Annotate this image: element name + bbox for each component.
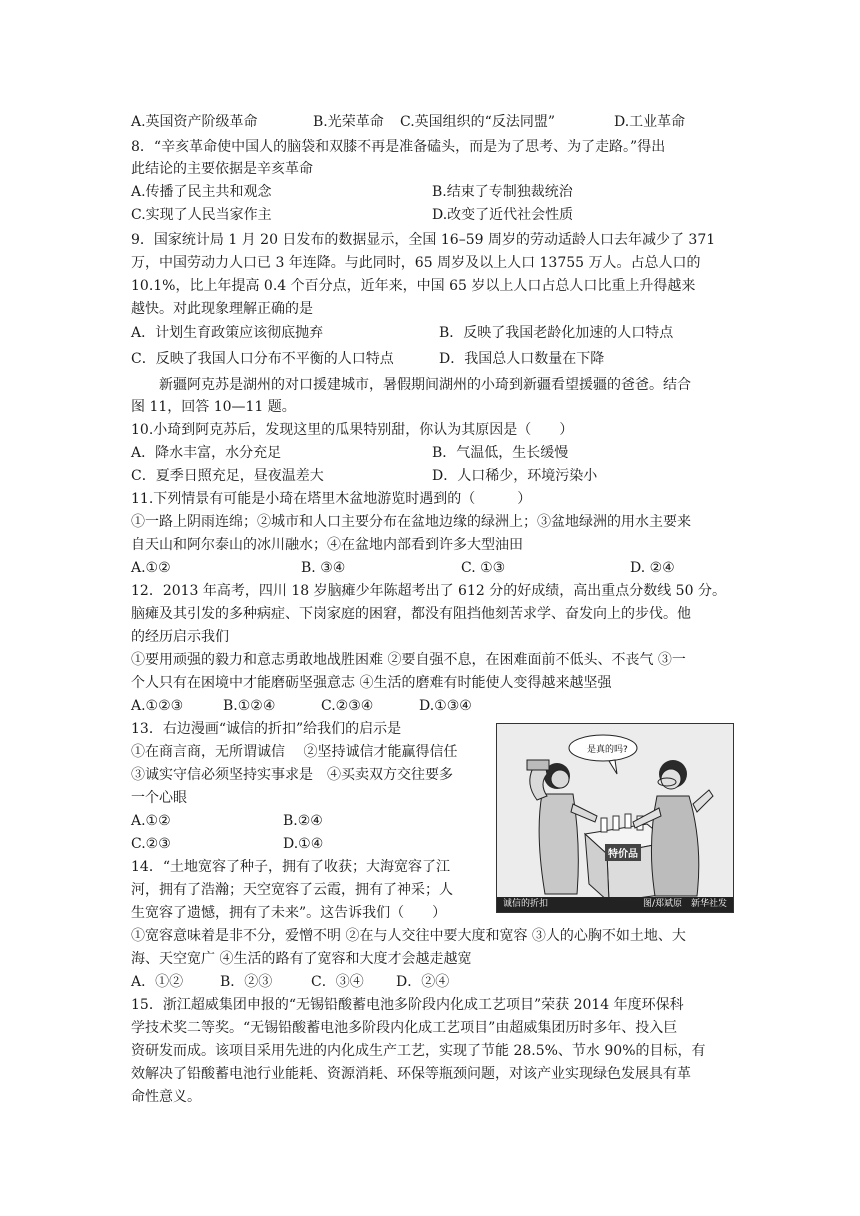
q13-stem-line: ①在商言商，无所谓诚信 ②坚持诚信才能赢得信任 xyxy=(131,744,458,760)
q11-option-b: B. ③④ xyxy=(301,560,346,576)
q7-option-d: D.工业革命 xyxy=(614,114,686,130)
q14-stem-line: ①宽容意味着是非不分，爱憎不明 ②在与人交往中要大度和宽容 ③人的心胸不如土地、大 xyxy=(131,928,686,944)
q7-option-a: A.英国资产阶级革命 xyxy=(131,114,258,130)
q8-option-b: B.结束了专制独裁统治 xyxy=(432,184,573,200)
q15-stem-line: 资研发而成。该项目采用先进的内化成生产工艺，实现了节能 28.5%、节水 90%的目标，有 xyxy=(131,1043,706,1059)
q13-stem-line: 13．右边漫画“诚信的折扣”给我们的启示是 xyxy=(131,721,402,737)
q9-option-b: B．反映了我国老龄化加速的人口特点 xyxy=(439,325,674,341)
q14-stem-line: 河，拥有了浩瀚；天空宽容了云霞，拥有了神采；人 xyxy=(131,882,453,898)
q12-stem-line: 的经历启示我们 xyxy=(131,629,229,645)
q15-stem-line: 15．浙江超威集团申报的“无锡铅酸蓄电池多阶段内化成工艺项目”荣获 2014 年度环保科 xyxy=(131,997,684,1013)
q10-option-c: C．夏季日照充足，昼夜温差大 xyxy=(131,468,324,484)
q14-option-b: B．②③ xyxy=(220,974,273,990)
q7-option-c: C.英国组织的“反法同盟” xyxy=(400,114,555,130)
q8-option-a: A.传播了民主共和观念 xyxy=(131,184,272,200)
q8-option-c: C.实现了人民当家作主 xyxy=(131,207,272,223)
q13-option-d: D.①④ xyxy=(283,836,324,852)
intro-line: 图 11，回答 10—11 题。 xyxy=(131,399,296,415)
q11-stem-line: ①一路上阴雨连绵；②城市和人口主要分布在盆地边缘的绿洲上；③盆地绿洲的用水主要来 xyxy=(131,514,691,530)
q13-option-b: B.②④ xyxy=(283,813,323,829)
q12-option-d: D.①③④ xyxy=(419,698,472,714)
q9-stem-line: 越快。对此现象理解正确的是 xyxy=(131,301,313,317)
q9-option-c: C．反映了我国人口分布不平衡的人口特点 xyxy=(131,351,394,367)
q11-stem-line: 11.下列情景有可能是小琦在塔里木盆地游览时遇到的（ ） xyxy=(131,491,532,507)
q13-stem-line: 一个心眼 xyxy=(131,790,187,806)
q9-stem-line: 万，中国劳动力人口已 3 年连降。与此同时，65 周岁及以上人口 13755 万人。占总人口的 xyxy=(131,255,701,271)
q9-option-a: A．计划生育政策应该彻底抛弃 xyxy=(131,325,324,341)
q10-option-d: D．人口稀少，环境污染小 xyxy=(432,468,598,484)
q14-stem-line: 生宽容了遗憾，拥有了未来”。这告诉我们（ ） xyxy=(131,905,447,921)
q15-stem-line: 效解决了铅酸蓄电池行业能耗、资源消耗、环保等瓶颈问题，对该产业实现绿色发展具有革 xyxy=(131,1066,691,1082)
q15-stem-line: 学技术奖二等奖。“无锡铅酸蓄电池多阶段内化成工艺项目”由超威集团历时多年、投入巨 xyxy=(131,1020,678,1036)
q8-option-d: D.改变了近代社会性质 xyxy=(432,207,574,223)
q12-stem-line: ①要用顽强的毅力和意志勇敢地战胜困难 ②要自强不息，在困难面前不低头、不丧气 ③一 xyxy=(131,652,686,668)
q8-stem-line: 8．“辛亥革命使中国人的脑袋和双膝不再是准备磕头，而是为了思考、为了走路。”得出 xyxy=(131,139,666,155)
cartoon-credit: 图/郑斌原 新华社发 xyxy=(642,899,727,909)
q15-stem-line: 命性意义。 xyxy=(131,1089,201,1105)
q14-stem-line: 海、天空宽广 ④生活的路有了宽容和大度才会越走越宽 xyxy=(131,951,472,967)
cartoon-caption: 诚信的折扣 xyxy=(497,897,733,912)
q9-stem-line: 9．国家统计局 1 月 20 日发布的数据显示，全国 16–59 周岁的劳动适龄人口去年减少了 371 xyxy=(131,232,716,248)
q11-option-a: A.①② xyxy=(131,560,171,576)
q11-option-d: D. ②④ xyxy=(630,560,675,576)
q12-option-b: B.①②④ xyxy=(223,698,276,714)
q7-option-b: B.光荣革命 xyxy=(313,114,384,130)
q11-stem-line: 自天山和阿尔泰山的冰川融水；④在盆地内部看到许多大型油田 xyxy=(131,537,523,553)
q14-stem-line: 14．“土地宽容了种子，拥有了收获；大海宽容了江 xyxy=(131,859,450,875)
intro-line: 新疆阿克苏是湖州的对口援建城市，暑假期间湖州的小琦到新疆看望援疆的爸爸。结合 xyxy=(159,377,691,393)
cartoon-box-label: 特价品 xyxy=(605,844,641,861)
q13-stem-line: ③诚实守信必须坚持实事求是 ④买卖双方交往要多 xyxy=(131,767,453,783)
q9-stem-line: 10.1%，比上年提高 0.4 个百分点，近年来，中国 65 岁以上人口占总人口比重上升得越来 xyxy=(131,278,696,294)
q12-option-c: C.②③④ xyxy=(321,698,374,714)
q13-option-a: A.①② xyxy=(131,813,171,829)
q12-stem-line: 12．2013 年高考，四川 18 岁脑瘫少年陈超考出了 612 分的好成绩，高出重点分数线 50 分。 xyxy=(131,583,726,599)
q14-option-d: D．②④ xyxy=(396,974,450,990)
q10-option-a: A．降水丰富，水分充足 xyxy=(131,445,282,461)
q10-option-b: B．气温低，生长缓慢 xyxy=(432,445,569,461)
q9-option-d: D．我国总人口数量在下降 xyxy=(439,351,605,367)
cartoon-speech-bubble: 是真的吗? xyxy=(587,745,628,755)
q14-option-c: C．③④ xyxy=(311,974,364,990)
q14-option-a: A．①② xyxy=(131,974,184,990)
q11-option-c: C. ①③ xyxy=(461,560,506,576)
q12-stem-line: 脑瘫及其引发的多种病症、下岗家庭的困窘，都没有阻挡他刻苦求学、奋发向上的步伐。他 xyxy=(131,606,691,622)
q12-stem-line: 个人只有在困境中才能磨砺坚强意志 ④生活的磨难有时能使人变得越来越坚强 xyxy=(131,675,612,691)
q13-option-c: C.②③ xyxy=(131,836,171,852)
q10-stem-line: 10.小琦到阿克苏后，发现这里的瓜果特别甜，你认为其原因是（ ） xyxy=(131,422,574,438)
q12-option-a: A.①②③ xyxy=(131,698,184,714)
cartoon-integrity-discount xyxy=(496,723,734,913)
q8-stem-line: 此结论的主要依据是辛亥革命 xyxy=(131,161,313,177)
